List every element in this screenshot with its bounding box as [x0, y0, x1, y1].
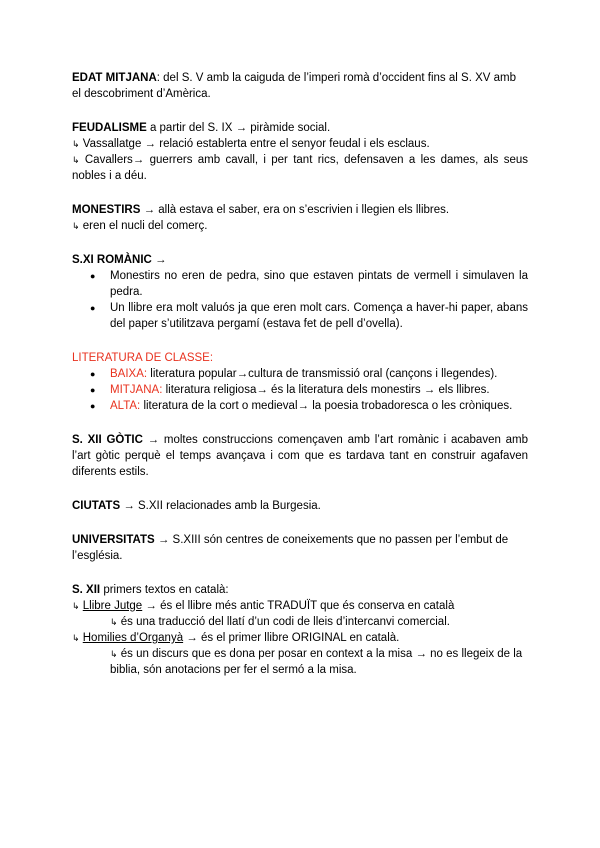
edat-paragraph — [72, 70, 528, 102]
gotic-paragraph — [72, 432, 528, 480]
ciutats-paragraph — [72, 498, 528, 514]
list-item: ● Un llibre era molt valuós ja que eren molt cars. Comença a haver-hi paper, abans del paper s’utilitzava pergamí (estava fet de pell d’ovella). — [72, 300, 528, 332]
universitats-title: UNIVERSITATS — [72, 534, 155, 546]
homilies-sub-line: ↳ és un discurs que es dona per posar en context a la misa → no es llegeix de la biblia, són anotacions per fer el sermó a la misa. — [110, 648, 523, 676]
homilies-line: ↳ Homilies d’Organyà → és el primer llibre ORIGINAL en català. — [72, 632, 400, 644]
llibre-sub-line: ↳ és una traducció del llatí d’un codi de lleis d’intercanvi comercial. — [110, 616, 450, 628]
textos-text: primers textos en català: — [100, 584, 229, 596]
hook-arrow-icon: ↳ — [72, 221, 80, 231]
gotic-title: S. XII GÒTIC — [72, 434, 143, 446]
feudalisme-line: ↳ Cavallers→ guerrers amb cavall, i per tant rics, defensaven a les dames, als seus nobles i a déu. — [72, 154, 528, 182]
gotic-text: → moltes construccions començaven amb l’art romànic i acabaven amb l’art gòtic perquè el temps avançava i com que es tardava tant en construir agafaven diferents estils. — [72, 434, 529, 478]
monestirs-title: MONESTIRS — [72, 204, 141, 216]
ciutats-text: → S.XII relacionades amb la Burgesia. — [120, 500, 321, 512]
feudalisme-text: a partir del S. IX → piràmide social. — [146, 122, 331, 134]
hook-arrow-icon: ↳ — [72, 139, 80, 149]
list-item: ● ALTA: literatura de la cort o medieval→ la poesia trobadoresca o les cròniques. — [72, 398, 528, 414]
hook-arrow-icon: ↳ — [110, 649, 118, 659]
homilies-title: Homilies d’Organyà — [82, 632, 184, 644]
hook-arrow-icon: ↳ — [110, 617, 118, 627]
monestirs-text: → allà estava el saber, era on s’escrivien i llegien els llibres. — [140, 204, 450, 216]
romanic-title: S.XI ROMÀNIC → — [72, 254, 167, 266]
textos-paragraph — [72, 582, 528, 598]
universitats-paragraph — [72, 532, 528, 564]
feudalisme-line: ↳ Vassallatge → relació establerta entre el senyor feudal i els esclaus. — [72, 138, 430, 150]
literatura-title: LITERATURA DE CLASSE: — [72, 352, 214, 364]
list-item: ● BAIXA: literatura popular→cultura de transmissió oral (cançons i llegendes). — [72, 366, 528, 382]
list-item: ● MITJANA: literatura religiosa→ és la literatura dels monestirs → els llibres. — [72, 382, 528, 398]
document-page — [72, 70, 528, 678]
universitats-text: → S.XIII són centres de coneixements que no passen per l’embut de l’església. — [72, 534, 509, 562]
literatura-list — [72, 366, 528, 414]
feudalisme-title: FEUDALISME — [72, 122, 147, 134]
edat-text: : del S. V amb la caiguda de l’imperi romà d’occident fins al S. XV amb el descobriment d’Amèrica. — [72, 72, 516, 100]
llibre-line: ↳ Llibre Jutge → és el llibre més antic TRADUÏT que és conserva en català — [72, 600, 455, 612]
monestirs-paragraph — [72, 202, 528, 218]
ciutats-title: CIUTATS — [72, 500, 121, 512]
monestirs-line: ↳ eren el nucli del comerç. — [72, 220, 208, 232]
hook-arrow-icon: ↳ — [72, 601, 80, 611]
hook-arrow-icon: ↳ — [72, 633, 80, 643]
list-item: ● Monestirs no eren de pedra, sino que estaven pintats de vermell i simulaven la pedra. — [72, 268, 528, 300]
romanic-list — [72, 268, 528, 332]
edat-title: EDAT MITJANA — [72, 72, 157, 84]
hook-arrow-icon: ↳ — [72, 155, 80, 165]
textos-title: S. XII — [72, 584, 101, 596]
llibre-title: Llibre Jutge — [82, 600, 143, 612]
feudalisme-paragraph — [72, 120, 528, 136]
